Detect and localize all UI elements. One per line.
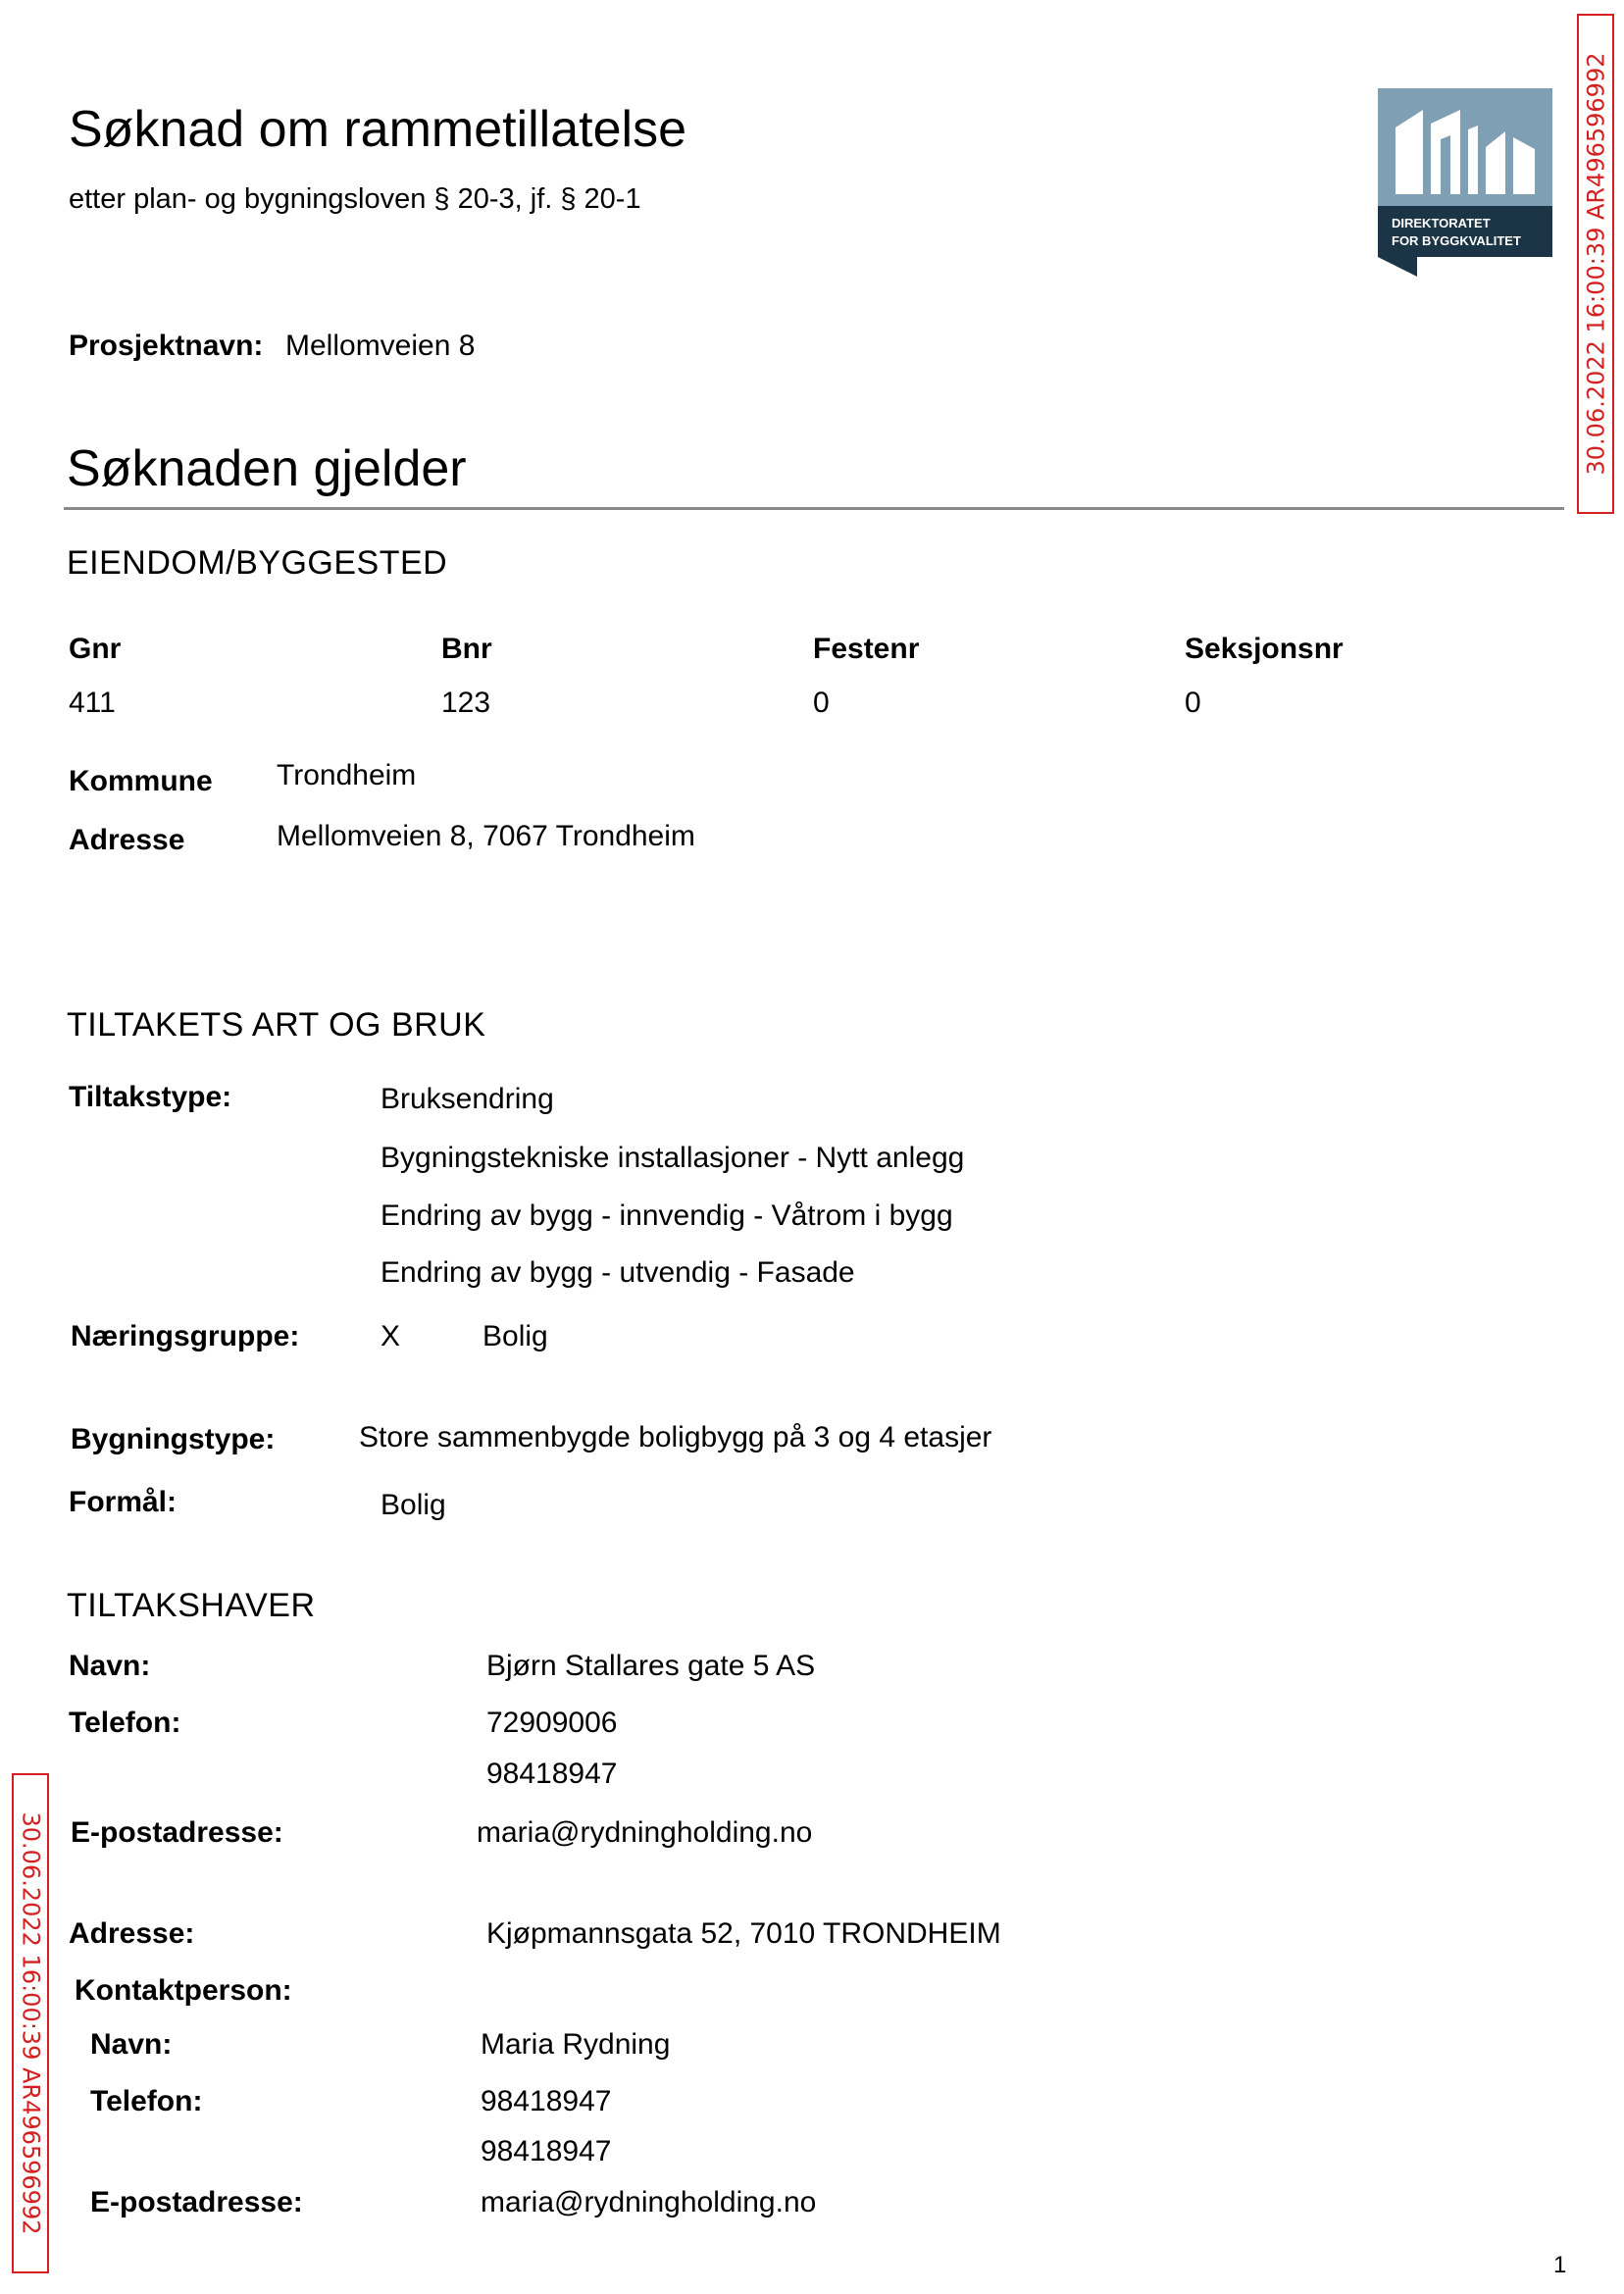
dibk-logo [1378, 88, 1552, 277]
tiltakshaver-telefon-value: 72909006 [486, 1707, 618, 1739]
tiltakstype-item: Bruksendring [381, 1083, 554, 1115]
formal-label: Formål: [69, 1486, 178, 1518]
festenr-value: 0 [813, 687, 830, 719]
naeringsgruppe-label: Næringsgruppe: [71, 1320, 300, 1352]
kontakt-navn-label: Navn: [90, 2028, 173, 2061]
tiltakshaver-adresse-value: Kjøpmannsgata 52, 7010 TRONDHEIM [486, 1917, 1001, 1950]
gnr-label: Gnr [69, 633, 122, 665]
formal-value: Bolig [381, 1489, 446, 1521]
naeringsgruppe-value: Bolig [482, 1320, 548, 1352]
section-divider [64, 507, 1564, 510]
kontakt-navn-value: Maria Rydning [481, 2028, 671, 2061]
bnr-value: 123 [441, 687, 491, 719]
bnr-label: Bnr [441, 633, 492, 665]
festenr-label: Festenr [813, 633, 920, 665]
tiltakstype-item: Bygningstekniske installasjoner - Nytt anlegg [381, 1142, 965, 1174]
naeringsgruppe-code: X [381, 1320, 401, 1352]
timestamp-stamp-top [1577, 14, 1614, 514]
kontakt-epost-label: E-postadresse: [90, 2186, 303, 2218]
tiltakshaver-adresse-label: Adresse: [69, 1917, 195, 1950]
tiltakshaver-epost-label: E-postadresse: [71, 1816, 283, 1849]
page-number: 1 [1553, 2252, 1567, 2278]
tiltakstype-item: Endring av bygg - innvendig - Våtrom i bygg [381, 1199, 953, 1232]
stamp-text-top: 30.06.2022 16:00:39 AR496596992 [1582, 52, 1610, 476]
adresse-label: Adresse [69, 824, 185, 856]
tiltakshaver-navn-label: Navn: [69, 1650, 151, 1682]
tiltakshaver-heading: TILTAKSHAVER [67, 1587, 316, 1624]
seksjonsnr-value: 0 [1185, 687, 1201, 719]
kontakt-telefon-value: 98418947 [481, 2085, 612, 2117]
project-name-label: Prosjektnavn: [69, 330, 264, 362]
logo-line-1: DIREKTORATET [1392, 216, 1491, 230]
adresse-value: Mellomveien 8, 7067 Trondheim [277, 820, 695, 852]
tiltakstype-label: Tiltakstype: [69, 1081, 232, 1113]
tiltakshaver-navn-value: Bjørn Stallares gate 5 AS [486, 1650, 816, 1682]
kontakt-telefon-value: 98418947 [481, 2135, 612, 2167]
stamp-text-bottom: 30.06.2022 16:00:39 AR496596992 [17, 1811, 45, 2235]
tiltakstype-item: Endring av bygg - utvendig - Fasade [381, 1256, 855, 1289]
project-name-value: Mellomveien 8 [285, 330, 476, 362]
kontakt-telefon-label: Telefon: [90, 2085, 203, 2117]
bygningstype-value: Store sammenbygde boligbygg på 3 og 4 etasjer [359, 1421, 992, 1453]
bygningstype-label: Bygningstype: [71, 1423, 276, 1455]
timestamp-stamp-bottom [12, 1773, 49, 2273]
tiltakshaver-telefon-value: 98418947 [486, 1758, 618, 1790]
eiendom-heading: EIENDOM/BYGGESTED [67, 544, 448, 582]
tiltakshaver-telefon-label: Telefon: [69, 1707, 181, 1739]
tiltak-heading: TILTAKETS ART OG BRUK [67, 1006, 486, 1044]
document-title: Søknad om rammetillatelse [69, 101, 686, 158]
section-heading: Søknaden gjelder [67, 440, 467, 497]
kontakt-epost-value: maria@rydningholding.no [481, 2186, 817, 2218]
kommune-label: Kommune [69, 765, 213, 797]
kontaktperson-label: Kontaktperson: [75, 1974, 292, 2007]
tiltakshaver-epost-value: maria@rydningholding.no [477, 1816, 813, 1849]
seksjonsnr-label: Seksjonsnr [1185, 633, 1344, 665]
logo-line-2: FOR BYGGKVALITET [1392, 233, 1521, 248]
kommune-value: Trondheim [277, 759, 417, 791]
dibk-logo-icon [1378, 88, 1552, 277]
gnr-value: 411 [69, 687, 116, 719]
document-subtitle: etter plan- og bygningsloven § 20-3, jf. § 20-1 [69, 183, 641, 215]
